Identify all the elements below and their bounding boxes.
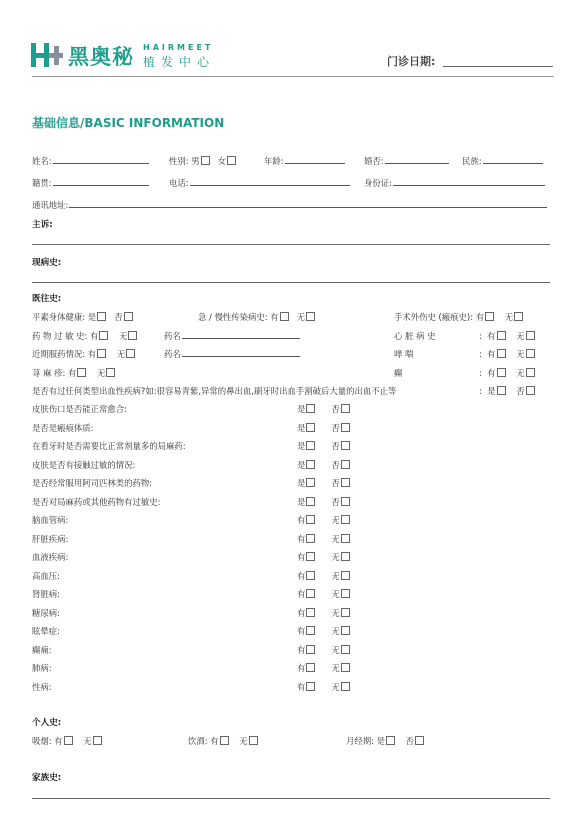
asthma-item	[479, 348, 535, 360]
yes-no-question-label: 是否是瘢痕体质:	[32, 422, 94, 433]
no-checkbox[interactable]	[415, 736, 424, 745]
native-place-field[interactable]	[32, 177, 149, 189]
yes-no-options	[297, 459, 350, 471]
have-checkbox[interactable]	[99, 331, 108, 340]
no-checkbox[interactable]	[526, 386, 535, 395]
surgery-history-label: 手术外伤史 (瘢痕史):	[394, 312, 474, 322]
ethnicity-label: 民族:	[462, 156, 482, 166]
yes-checkbox[interactable]	[306, 460, 315, 469]
past-history-title: 既往史:	[32, 294, 62, 304]
yes-no-options	[297, 477, 350, 489]
have-checkbox[interactable]	[306, 608, 315, 617]
colon: :	[479, 331, 482, 341]
yes-label: 是	[297, 404, 306, 414]
none-checkbox[interactable]	[341, 515, 350, 524]
none-label: 无	[296, 312, 306, 322]
disease-history-label: 肺病:	[32, 663, 52, 673]
family-history-title: 家族史:	[32, 773, 62, 783]
have-checkbox[interactable]	[306, 589, 315, 598]
none-label: 无	[83, 736, 92, 746]
none-checkbox[interactable]	[526, 331, 535, 340]
urticaria-label: 荨 麻 疹:	[32, 368, 66, 378]
recent-medication-label: 近期服药情况:	[32, 349, 86, 359]
have-checkbox[interactable]	[220, 736, 229, 745]
bleeding-disorder-item	[479, 385, 535, 397]
yes-checkbox[interactable]	[386, 736, 395, 745]
yes-no-options	[297, 496, 350, 508]
disease-history-label: 肝脏疾病:	[32, 533, 69, 544]
none-label: 无	[331, 533, 340, 544]
yes-label: 是	[297, 459, 306, 470]
no-label: 否	[331, 496, 340, 507]
have-none-options	[297, 607, 350, 619]
have-none-options	[297, 588, 350, 600]
personal-history-title: 个人史:	[32, 718, 62, 728]
drug-name-label: 药名	[164, 331, 181, 341]
yes-no-question-label: 皮肤是否有接触过敏的情况:	[32, 459, 136, 470]
age-label: 年龄:	[264, 156, 284, 166]
yes-label: 是	[297, 496, 306, 507]
none-label: 无	[516, 349, 525, 359]
none-checkbox[interactable]	[93, 736, 102, 745]
yes-no-question-label: 在看牙时是否需要比正常剂量多的局麻药:	[32, 441, 186, 451]
phone-field[interactable]	[169, 177, 350, 189]
none-checkbox[interactable]	[341, 571, 350, 580]
have-label: 有	[67, 368, 77, 378]
none-checkbox[interactable]	[526, 368, 535, 377]
disease-history-label: 糖尿病:	[32, 607, 60, 618]
none-checkbox[interactable]	[106, 368, 115, 377]
colon: :	[479, 386, 482, 396]
have-label: 有	[297, 570, 306, 581]
yes-checkbox[interactable]	[497, 386, 506, 395]
have-label: 有	[475, 312, 485, 322]
have-label: 有	[210, 736, 219, 746]
brand-name-cn: 黑奥秘	[68, 45, 134, 69]
none-label: 无	[331, 681, 340, 692]
none-label: 无	[331, 607, 340, 618]
drinking-item	[188, 735, 258, 747]
disease-history-label: 脑血管病:	[32, 515, 69, 525]
infectious-disease-label: 急 / 慢性传染病史:	[198, 312, 268, 322]
none-checkbox[interactable]	[341, 552, 350, 561]
yes-label: 是	[376, 736, 385, 746]
present-illness-line[interactable]	[32, 282, 550, 283]
urticaria-item	[32, 367, 115, 379]
gender-field	[169, 155, 236, 167]
none-checkbox[interactable]	[249, 736, 258, 745]
have-none-options	[297, 681, 350, 693]
no-label: 否	[405, 736, 415, 746]
gender-label: 性别:	[169, 156, 189, 166]
no-label: 否	[331, 441, 340, 451]
have-label: 有	[297, 626, 306, 636]
have-checkbox[interactable]	[497, 368, 506, 377]
menstrual-item	[346, 735, 424, 747]
heart-disease-item	[479, 330, 535, 342]
no-label: 否	[331, 422, 340, 433]
smoking-label: 吸烟:	[32, 736, 52, 746]
no-checkbox[interactable]	[341, 478, 350, 487]
have-none-options	[297, 625, 350, 637]
chief-complaint-line[interactable]	[32, 244, 550, 245]
brand-name-en: HAIRMEET	[143, 43, 214, 52]
section-title: 基础信息/BASIC INFORMATION	[32, 116, 225, 130]
infectious-disease-item	[198, 311, 315, 323]
have-label: 有	[297, 607, 306, 618]
none-label: 无	[331, 626, 340, 636]
id-card-label: 身份证:	[364, 178, 392, 188]
none-checkbox[interactable]	[341, 682, 350, 691]
no-label: 否	[331, 459, 340, 470]
have-checkbox[interactable]	[280, 312, 289, 321]
have-none-options	[297, 662, 350, 674]
have-checkbox[interactable]	[306, 626, 315, 635]
yes-no-question-label: 是否对局麻药或其他药物有过敏史:	[32, 496, 161, 507]
visit-date-field[interactable]	[443, 66, 553, 67]
have-label: 有	[297, 644, 306, 655]
drug-allergy-label: 药 物 过 敏 史:	[32, 331, 88, 341]
have-checkbox[interactable]	[306, 571, 315, 580]
header-divider	[32, 76, 554, 77]
name-label: 姓名:	[32, 156, 52, 166]
yes-label: 是	[87, 312, 97, 322]
marriage-label: 婚否:	[364, 156, 384, 166]
have-checkbox[interactable]	[306, 552, 315, 561]
have-label: 有	[87, 349, 97, 359]
drug-name-label: 药名	[164, 349, 181, 359]
disease-history-label: 血液疾病:	[32, 552, 69, 562]
heart-disease-label: 心 脏 病 史	[394, 331, 436, 341]
smoking-item	[32, 735, 102, 747]
asthma-label: 哮 喘	[394, 349, 414, 359]
have-checkbox[interactable]	[306, 645, 315, 654]
have-checkbox[interactable]	[306, 663, 315, 672]
recent-medication-item	[32, 348, 135, 360]
address-field[interactable]	[32, 199, 547, 211]
yes-no-options	[297, 440, 350, 452]
chief-complaint-title: 主诉:	[32, 220, 53, 230]
disease-history-label: 癫痫:	[32, 644, 52, 655]
menstrual-label: 月经期:	[346, 736, 374, 746]
none-label: 无	[331, 515, 340, 525]
have-label: 有	[297, 663, 306, 673]
have-label: 有	[487, 349, 496, 359]
yes-checkbox[interactable]	[306, 497, 315, 506]
have-label: 有	[54, 736, 63, 746]
drinking-label: 饮酒:	[188, 736, 208, 746]
yes-checkbox[interactable]	[306, 404, 315, 413]
have-label: 有	[90, 331, 99, 341]
yes-no-options	[297, 403, 350, 415]
none-label: 无	[331, 552, 340, 562]
epilepsy-item	[479, 367, 535, 379]
have-label: 有	[297, 533, 306, 544]
have-label: 有	[297, 552, 306, 562]
general-health-item	[32, 311, 133, 323]
have-label: 有	[297, 515, 306, 525]
have-none-options	[297, 644, 350, 656]
have-none-options	[297, 551, 350, 563]
none-checkbox[interactable]	[526, 349, 535, 358]
none-label: 无	[516, 368, 525, 378]
disease-history-label: 高血压:	[32, 570, 60, 581]
id-card-field[interactable]	[364, 177, 545, 189]
visit-date-label: 门诊日期:	[387, 55, 436, 68]
none-label: 无	[96, 368, 106, 378]
medication-drug-name-field[interactable]	[164, 348, 300, 360]
family-history-line[interactable]	[32, 798, 550, 799]
no-checkbox[interactable]	[341, 460, 350, 469]
hairmeet-logo-icon	[31, 43, 63, 67]
none-label: 无	[504, 312, 514, 322]
none-label: 无	[119, 331, 128, 341]
none-label: 无	[331, 589, 340, 599]
none-label: 无	[331, 663, 340, 673]
no-checkbox[interactable]	[124, 312, 133, 321]
male-label: 男	[191, 156, 200, 166]
have-checkbox[interactable]	[497, 331, 506, 340]
bleeding-disorder-question: 是否有过任何类型出血性疾病?如:很容易青紫,异常的鼻出血,刷牙时出血手割破后大量的出血不止等	[32, 386, 397, 396]
surgery-history-item	[394, 311, 523, 323]
have-checkbox[interactable]	[97, 349, 106, 358]
none-checkbox[interactable]	[341, 608, 350, 617]
none-checkbox[interactable]	[126, 349, 135, 358]
ethnicity-field[interactable]	[462, 155, 543, 167]
have-label: 有	[297, 589, 306, 599]
name-field[interactable]	[32, 155, 149, 167]
none-label: 无	[116, 349, 126, 359]
disease-history-label: 性病:	[32, 681, 52, 692]
yes-label: 是	[297, 478, 306, 488]
yes-checkbox[interactable]	[306, 423, 315, 432]
address-label: 通讯地址:	[32, 200, 69, 210]
none-checkbox[interactable]	[341, 534, 350, 543]
yes-checkbox[interactable]	[306, 441, 315, 450]
no-label: 否	[516, 386, 525, 396]
yes-label: 是	[297, 441, 306, 451]
disease-history-label: 眩晕症:	[32, 626, 60, 636]
colon: :	[479, 368, 482, 378]
have-checkbox[interactable]	[306, 682, 315, 691]
have-label: 有	[297, 681, 306, 692]
yes-no-options	[297, 422, 350, 434]
have-checkbox[interactable]	[77, 368, 86, 377]
disease-history-label: 肾脏病:	[32, 589, 60, 599]
female-label: 女	[217, 156, 226, 166]
none-checkbox[interactable]	[341, 663, 350, 672]
yes-no-question-label: 是否经常服用阿司匹林类的药物:	[32, 478, 153, 488]
none-label: 无	[239, 736, 248, 746]
none-label: 无	[331, 570, 340, 581]
have-checkbox[interactable]	[306, 515, 315, 524]
have-label: 有	[487, 368, 496, 378]
female-checkbox[interactable]	[227, 156, 236, 165]
have-none-options	[297, 570, 350, 582]
colon: :	[479, 349, 482, 359]
yes-checkbox[interactable]	[97, 312, 106, 321]
have-checkbox[interactable]	[497, 349, 506, 358]
drug-allergy-item	[32, 330, 137, 342]
have-checkbox[interactable]	[64, 736, 73, 745]
native-place-label: 籍贯:	[32, 178, 52, 188]
marriage-field[interactable]	[364, 155, 449, 167]
none-checkbox[interactable]	[341, 645, 350, 654]
none-checkbox[interactable]	[128, 331, 137, 340]
epilepsy-label: 癫	[394, 368, 403, 378]
phone-label: 电话:	[169, 178, 189, 188]
present-illness-title: 现病史:	[32, 258, 62, 268]
age-field[interactable]	[264, 155, 345, 167]
yes-checkbox[interactable]	[306, 478, 315, 487]
none-label: 无	[331, 644, 340, 655]
yes-no-question-label: 皮肤伤口是否能正常愈合:	[32, 404, 127, 414]
none-checkbox[interactable]	[341, 589, 350, 598]
male-checkbox[interactable]	[201, 156, 210, 165]
no-checkbox[interactable]	[341, 404, 350, 413]
have-label: 有	[270, 312, 279, 322]
none-label: 无	[516, 331, 525, 341]
no-checkbox[interactable]	[341, 441, 350, 450]
no-label: 否	[331, 404, 340, 414]
no-label: 否	[114, 312, 123, 322]
no-checkbox[interactable]	[341, 423, 350, 432]
yes-label: 是	[297, 422, 306, 433]
no-label: 否	[331, 478, 340, 488]
none-checkbox[interactable]	[514, 312, 523, 321]
none-checkbox[interactable]	[341, 626, 350, 635]
have-none-options	[297, 533, 350, 545]
brand-subtitle: 植发中心	[143, 55, 216, 69]
yes-label: 是	[487, 386, 496, 396]
general-health-label: 平素身体健康:	[32, 312, 86, 322]
have-label: 有	[487, 331, 496, 341]
have-checkbox[interactable]	[306, 534, 315, 543]
have-none-options	[297, 514, 350, 526]
no-checkbox[interactable]	[341, 497, 350, 506]
have-checkbox[interactable]	[485, 312, 494, 321]
none-checkbox[interactable]	[306, 312, 315, 321]
allergy-drug-name-field[interactable]	[164, 330, 300, 342]
